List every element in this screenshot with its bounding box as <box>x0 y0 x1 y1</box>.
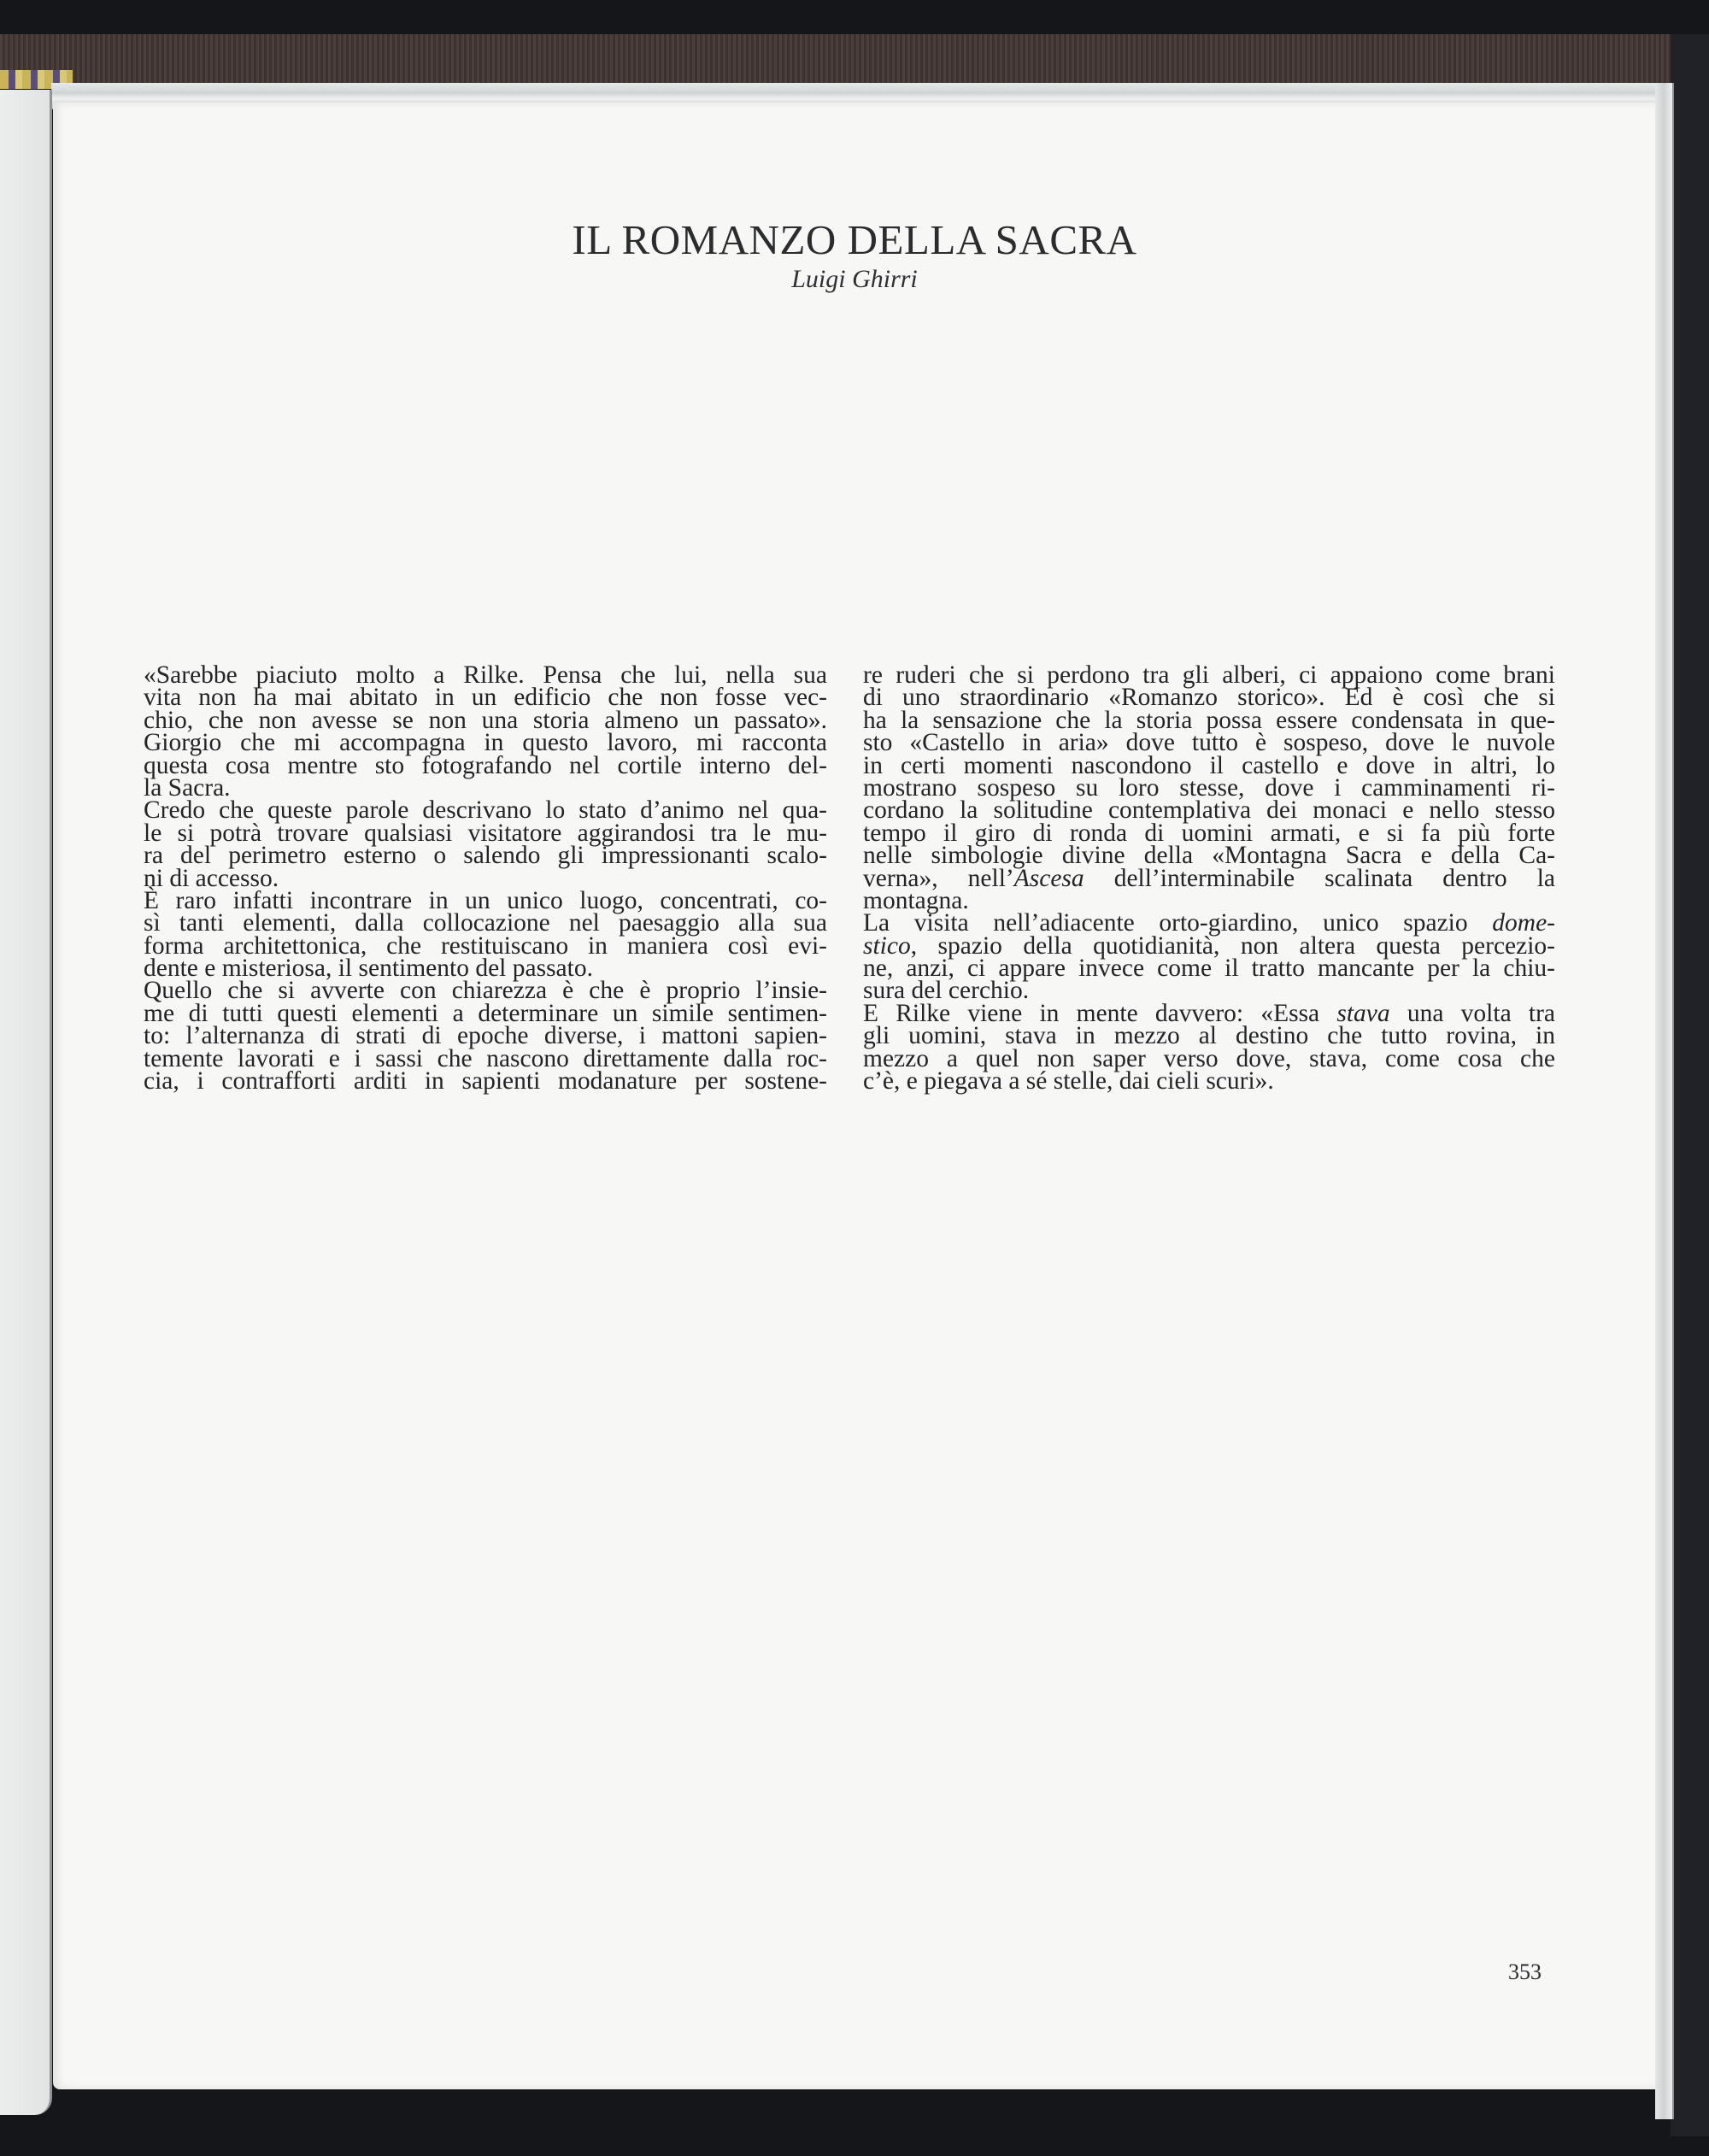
text-line: vita non ha mai abitato in un edificio che non fosse vec- <box>144 684 827 712</box>
text-segment: E Rilke viene in mente davvero: «Essa <box>863 999 1337 1027</box>
facing-page-edge <box>0 90 52 2115</box>
text-segment: una volta tra <box>1389 999 1555 1027</box>
text-line: la Sacra. <box>144 773 231 802</box>
text-line: Giorgio che mi accompagna in questo lavoro, mi racconta <box>144 729 827 757</box>
text-line: le si potrà trovare qualsiasi visitatore aggirandosi tra le mu- <box>144 819 827 847</box>
text-segment: La visita nell’adiacente orto-giardino, unico spazio <box>863 909 1493 937</box>
text-line: in certi momenti nascondono il castello e dove in altri, lo <box>863 751 1555 779</box>
text-line: temente lavorati e i sassi che nascono direttamente dalla roc- <box>144 1044 827 1072</box>
text-line: ra del perimetro esterno o salendo gli impressionanti scalo- <box>144 842 827 870</box>
text-line: me di tutti questi elementi a determinare un simile sentimen- <box>144 999 827 1027</box>
text-line: Quello che si avverte con chiarezza è che è proprio l’insie- <box>144 977 827 1005</box>
text-line: di uno straordinario «Romanzo storico». Ed è così che si <box>863 684 1555 712</box>
italic-emphasis: dome- <box>1492 909 1555 937</box>
page-stack-right-edge <box>1655 83 1674 2119</box>
text-segment: verna», nell’ <box>863 864 1014 892</box>
text-segment: dell’interminabile scalinata dentro la <box>1084 864 1555 892</box>
text-line: montagna. <box>863 886 969 914</box>
text-segment: , spazio della quotidianità, non altera questa percezio- <box>910 931 1555 960</box>
text-line: ha la sensazione che la storia possa essere condensata in que- <box>863 706 1555 734</box>
text-line: re ruderi che si perdono tra gli alberi, ci appaiono come brani <box>863 661 1555 689</box>
text-line: forma architettonica, che restituiscano in maniera così evi- <box>144 931 827 960</box>
text-line: «Sarebbe piaciuto molto a Rilke. Pensa che lui, nella sua <box>144 661 827 689</box>
text-line: dente e misteriosa, il sentimento del passato. <box>144 955 593 983</box>
italic-emphasis: stava <box>1336 999 1390 1027</box>
book-cover-edge <box>1671 34 1709 2136</box>
text-line: chio, che non avesse se non una storia almeno un passato». <box>144 706 827 734</box>
text-line: sura del cerchio. <box>863 977 1030 1005</box>
text-line: Credo che queste parole descrivano lo stato d’animo nel qua- <box>144 796 827 825</box>
italic-emphasis: Ascesa <box>1013 864 1084 892</box>
text-line: mostrano sospeso su loro stesse, dove i camminamenti ri- <box>863 773 1555 802</box>
text-line: mezzo a quel non saper verso dove, stava, come cosa che <box>863 1044 1555 1072</box>
book-page <box>53 103 1655 2089</box>
text-line: nelle simbologie divine della «Montagna Sacra e della Ca- <box>863 842 1555 870</box>
italic-emphasis: stico <box>863 931 911 960</box>
author-name: Luigi Ghirri <box>791 265 918 293</box>
page-number: 353 <box>1508 1959 1542 1984</box>
text-line: questa cosa mentre sto fotografando nel cortile interno del- <box>144 751 827 779</box>
text-line: sì tanti elementi, dalla collocazione nel paesaggio alla sua <box>144 909 827 937</box>
text-line: È raro infatti incontrare in un unico luogo, concentrati, co- <box>144 886 827 914</box>
page-title: IL ROMANZO DELLA SACRA <box>572 216 1137 263</box>
text-line: c’è, e piegava a sé stelle, dai cieli scuri». <box>863 1067 1274 1096</box>
text-line <box>863 864 1555 892</box>
text-column-right <box>863 661 1555 1096</box>
text-line: gli uomini, stava in mezzo al destino che tutto rovina, in <box>863 1022 1555 1050</box>
text-column-left <box>144 661 827 1096</box>
text-line: sto «Castello in aria» dove tutto è sospeso, dove le nuvole <box>863 729 1555 757</box>
book-cover-cloth <box>0 34 1700 85</box>
text-line: ni di accesso. <box>144 864 279 892</box>
text-line: to: l’alternanza di strati di epoche diverse, i mattoni sapien- <box>144 1022 827 1050</box>
text-line: ne, anzi, ci appare invece come il tratto mancante per la chiu- <box>863 955 1555 983</box>
text-line: cordano la solitudine contemplativa dei monaci e nello stesso <box>863 796 1555 825</box>
text-line: tempo il giro di ronda di uomini armati, e si fa più forte <box>863 819 1555 847</box>
text-line: cia, i contrafforti arditi in sapienti modanature per sostene- <box>144 1067 827 1096</box>
